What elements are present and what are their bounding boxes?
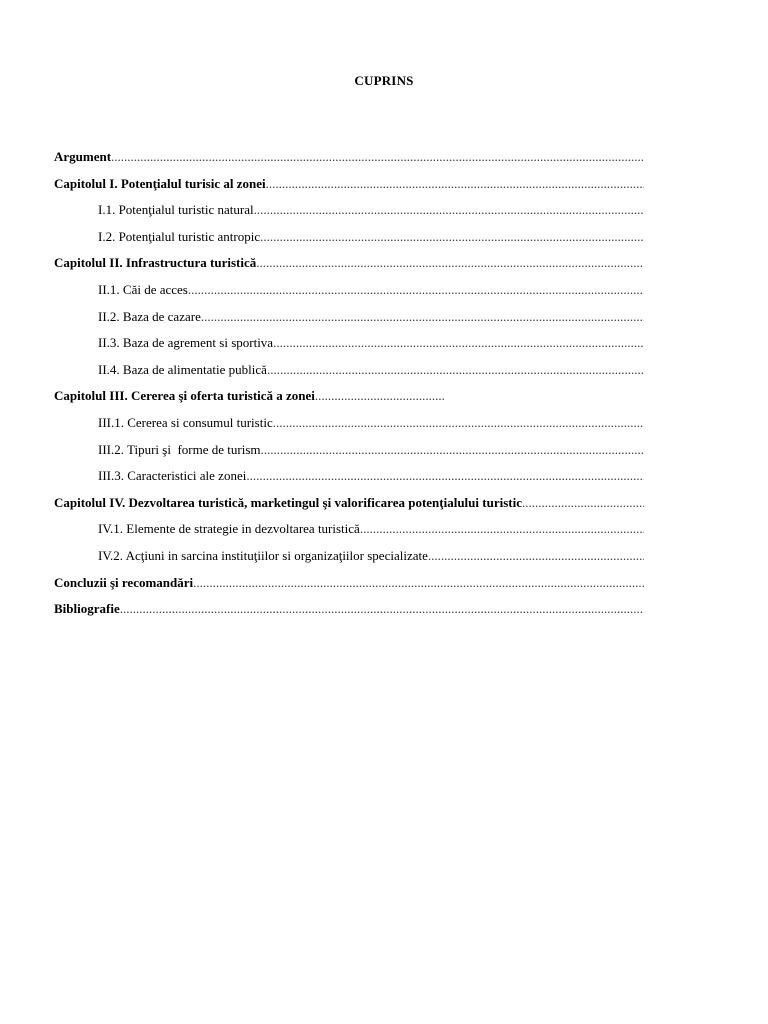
toc-leader-dots — [246, 467, 644, 484]
toc-entry-chapter-2 — [54, 254, 644, 281]
toc-entry-text: Bibliografie — [54, 601, 120, 617]
toc-entry-section-3-1 — [54, 414, 644, 441]
toc-entry-text: IV.1. Elemente de strategie in dezvoltarea turistică — [98, 521, 360, 537]
toc-leader-dots — [193, 574, 644, 591]
toc-entry-text: I.1. Potenţialul turistic natural — [98, 202, 254, 218]
toc-entry-section-3-2 — [54, 441, 644, 468]
page-title: CUPRINS — [354, 73, 414, 88]
toc-entry-text: II.4. Baza de alimentatie publică — [98, 361, 267, 377]
toc-entry-section-4-1 — [54, 520, 644, 547]
toc-entry-section-1-2 — [54, 228, 644, 255]
toc-leader-dots — [273, 414, 644, 431]
toc-entry-bibliography — [54, 600, 644, 627]
toc-entry-text: I.2. Potenţialul turistic antropic — [98, 228, 261, 244]
toc-leader-dots — [256, 254, 644, 271]
toc-leader-dots — [188, 281, 644, 298]
toc-entry-text: III.1. Cererea si consumul turistic — [98, 414, 273, 430]
toc-entry-text: II.1. Căi de acces — [98, 281, 188, 297]
toc-entry-section-2-1 — [54, 281, 644, 308]
toc-entry-text: Concluzii şi recomandări — [54, 574, 194, 590]
toc-entry-chapter-4 — [54, 494, 644, 521]
table-of-contents — [54, 148, 644, 627]
toc-entry-section-2-3 — [54, 334, 644, 361]
toc-leader-dots — [273, 334, 644, 351]
toc-leader-dots — [120, 600, 644, 617]
toc-leader-dots — [111, 148, 644, 165]
toc-leader-dots — [428, 547, 644, 564]
toc-entry-text: III.2. Tipuri şi forme de turism — [98, 441, 261, 457]
toc-entry-text: III.3. Caracteristici ale zonei — [98, 468, 247, 484]
toc-entry-text: Capitolul IV. Dezvoltarea turistică, marketingul şi valorificarea potenţialului turistic — [54, 494, 522, 510]
toc-entry-text: Capitolul I. Potenţialul turisic al zonei — [54, 175, 266, 191]
toc-entry-text: IV.2. Acţiuni in sarcina instituţiilor si organizaţiilor specializate — [98, 547, 428, 563]
toc-leader-dots — [267, 361, 644, 378]
toc-leader-dots — [254, 201, 644, 218]
toc-entry-section-3-3 — [54, 467, 644, 494]
toc-entry-text: Capitolul II. Infrastructura turistică — [54, 255, 257, 271]
toc-leader-dots — [260, 228, 644, 245]
toc-entry-text: II.3. Baza de agrement si sportiva — [98, 335, 274, 351]
toc-leader-dots — [315, 387, 445, 404]
toc-entry-text: II.2. Baza de cazare — [98, 308, 201, 324]
toc-entry-section-1-1 — [54, 201, 644, 228]
toc-entry-section-2-2 — [54, 308, 644, 335]
toc-entry-chapter-1 — [54, 175, 644, 202]
toc-leader-dots — [360, 520, 644, 537]
toc-leader-dots — [201, 308, 644, 325]
toc-entry-section-2-4 — [54, 361, 644, 388]
toc-leader-dots — [261, 441, 645, 458]
toc-leader-dots — [266, 175, 644, 192]
toc-entry-text: Argument — [54, 149, 112, 164]
toc-entry-chapter-3 — [54, 387, 644, 414]
toc-entry-section-4-2 — [54, 547, 644, 574]
toc-entry-argument — [54, 148, 644, 175]
toc-entry-conclusions — [54, 574, 644, 601]
toc-leader-dots — [522, 494, 644, 511]
toc-entry-text: Capitolul III. Cererea şi oferta turistică a zonei — [54, 388, 315, 404]
